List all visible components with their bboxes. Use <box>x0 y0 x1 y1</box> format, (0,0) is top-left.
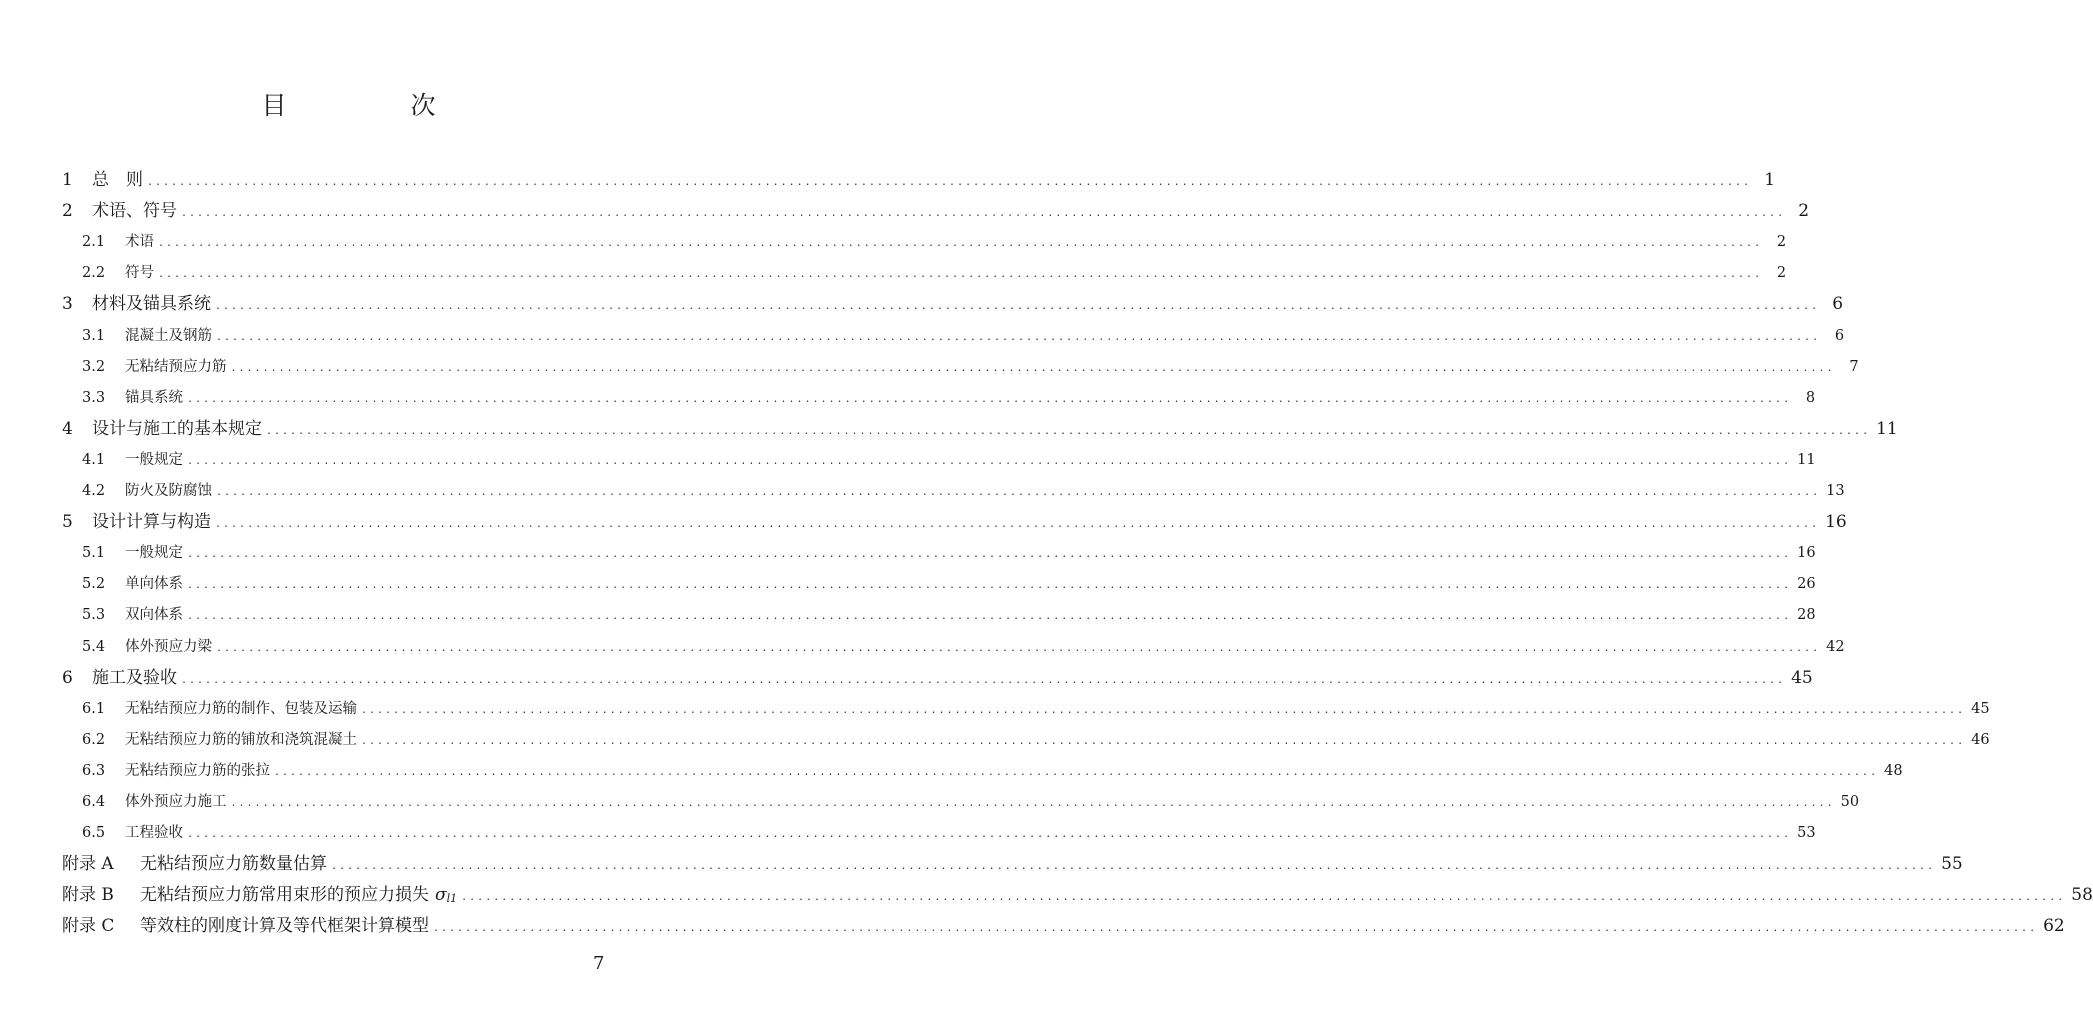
section-entry[interactable] <box>82 632 1845 663</box>
entry-number: 4.2 <box>82 483 106 499</box>
entry-title-text: 材料及锚具系统 <box>92 294 211 315</box>
dot-leader: ........................................................................................................................................................................................................ <box>181 674 1786 686</box>
entry-title-text: 单向体系 <box>125 576 183 593</box>
chapter-entry[interactable] <box>62 414 1898 445</box>
entry-number: 6 <box>62 667 73 688</box>
entry-title <box>125 787 231 818</box>
section-entry[interactable] <box>82 600 1816 631</box>
section-entry[interactable] <box>82 694 1990 725</box>
dot-leader: ........................................................................................................................................................................................................ <box>187 611 1792 623</box>
entry-title <box>125 756 274 787</box>
dot-leader: ........................................................................................................................................................................................................ <box>216 487 1821 498</box>
entry-title <box>125 538 187 569</box>
entry-title <box>140 880 461 914</box>
entry-number: 4 <box>62 418 73 439</box>
entry-page-number: 26 <box>1797 576 1816 593</box>
appendix-entry[interactable] <box>62 911 2065 942</box>
entry-page-number: 6 <box>1834 327 1845 344</box>
entry-title <box>125 321 216 352</box>
entry-title <box>125 632 216 663</box>
section-entry[interactable] <box>82 818 1816 849</box>
entry-page-number: 58 <box>2071 885 2093 906</box>
dot-leader: ........................................................................................................................................................................................................ <box>274 766 1879 778</box>
entry-number: 附录 C <box>62 916 115 937</box>
entry-page-number: 48 <box>1884 762 1903 779</box>
entry-page-number: 7 <box>1849 358 1859 375</box>
entry-title-text: 体外预应力梁 <box>125 638 212 655</box>
entry-page-number: 6 <box>1832 294 1844 315</box>
entry-page-number: 1 <box>1764 170 1776 190</box>
chapter-entry[interactable] <box>62 663 1813 694</box>
entry-title-text: 符号 <box>125 265 154 282</box>
entry-title-text: 无粘结预应力筋常用束形的预应力损失 <box>140 885 429 906</box>
entry-title <box>125 600 187 631</box>
dot-leader: ........................................................................................................................................................................................................ <box>461 892 2066 904</box>
entry-title-text: 设计计算与构造 <box>92 512 211 533</box>
entry-title <box>125 725 361 756</box>
entry-number: 3.1 <box>82 327 106 344</box>
entry-title-text: 等效柱的刚度计算及等代框架计算模型 <box>140 916 429 937</box>
entry-title-text: 一般规定 <box>125 545 183 562</box>
chapter-entry[interactable] <box>62 507 1847 538</box>
dot-leader: ........................................................................................................................................................................................................ <box>361 735 1966 747</box>
dot-leader: ........................................................................................................................................................................................................ <box>216 331 1821 343</box>
entry-title-text: 无粘结预应力筋的制作、包装及运输 <box>125 700 357 717</box>
entry-page-number: 45 <box>1791 667 1813 688</box>
dot-leader: ........................................................................................................................................................................................................ <box>187 549 1792 561</box>
dot-leader: ........................................................................................................................................................................................................ <box>215 519 1820 531</box>
entry-title-text: 术语 <box>125 234 154 251</box>
entry-number: 5.1 <box>82 545 106 562</box>
entry-page-number: 53 <box>1797 825 1816 842</box>
entry-number: 6.2 <box>82 731 106 748</box>
entry-page-number: 55 <box>1941 854 1963 875</box>
entry-title <box>92 165 147 196</box>
dot-leader: ........................................................................................................................................................................................................ <box>187 829 1792 841</box>
page-title: 目 次 <box>261 91 494 120</box>
dot-leader: ........................................................................................................................................................................................................ <box>266 425 1871 437</box>
entry-number: 附录 B <box>62 885 114 906</box>
entry-number: 3 <box>62 294 73 315</box>
entry-title <box>125 258 158 289</box>
dot-leader: ........................................................................................................................................................................................................ <box>181 208 1786 220</box>
dot-leader: ........................................................................................................................................................................................................ <box>158 269 1763 281</box>
entry-number: 3.3 <box>82 389 106 406</box>
section-entry[interactable] <box>82 538 1816 569</box>
entry-title-text: 无粘结预应力筋的张拉 <box>125 762 270 779</box>
entry-number: 附录 A <box>62 854 114 875</box>
entry-number: 4.1 <box>82 451 106 468</box>
entry-title <box>125 383 187 414</box>
entry-title-text: 无粘结预应力筋的铺放和浇筑混凝土 <box>125 731 357 748</box>
entry-title <box>125 476 216 507</box>
entry-title-text: 防火及防腐蚀 <box>125 483 212 499</box>
dot-leader: ........................................................................................................................................................................................................ <box>158 238 1763 250</box>
section-entry[interactable] <box>82 227 1787 258</box>
entry-number: 6.3 <box>82 762 106 779</box>
appendix-entry[interactable] <box>62 849 1963 880</box>
entry-title <box>125 352 231 383</box>
page-number: 7 <box>593 953 605 974</box>
section-entry[interactable] <box>82 569 1816 600</box>
entry-page-number: 16 <box>1825 512 1847 533</box>
entry-title <box>125 569 187 600</box>
dot-leader: ........................................................................................................................................................................................................ <box>230 362 1835 374</box>
entry-number: 2.1 <box>82 234 106 251</box>
section-entry[interactable] <box>82 258 1787 289</box>
section-entry[interactable] <box>82 383 1816 414</box>
entry-title <box>92 414 266 445</box>
entry-page-number: 42 <box>1826 638 1845 655</box>
entry-title <box>125 227 158 258</box>
section-entry[interactable] <box>82 352 1859 383</box>
entry-page-number: 11 <box>1797 451 1816 468</box>
dot-leader: ........................................................................................................................................................................................................ <box>215 301 1820 313</box>
section-entry[interactable] <box>82 476 1845 507</box>
entry-title-text: 体外预应力施工 <box>125 794 227 810</box>
appendix-entry[interactable] <box>62 880 2093 911</box>
entry-title <box>92 196 181 227</box>
entry-title-text: 无粘结预应力筋 <box>125 358 227 375</box>
dot-leader: ........................................................................................................................................................................................................ <box>331 861 1936 873</box>
entry-number: 5.3 <box>82 607 106 624</box>
entry-page-number: 45 <box>1971 700 1990 717</box>
entry-title-text: 双向体系 <box>125 607 183 624</box>
entry-symbol-subscript: l1 <box>446 892 458 906</box>
entry-page-number: 50 <box>1840 794 1860 810</box>
entry-page-number: 8 <box>1805 389 1816 406</box>
entry-page-number: 28 <box>1797 607 1816 624</box>
dot-leader: ........................................................................................................................................................................................................ <box>187 393 1792 405</box>
entry-page-number: 11 <box>1876 418 1898 439</box>
entry-title <box>125 445 187 476</box>
dot-leader: ........................................................................................................................................................................................................ <box>187 580 1792 592</box>
entry-page-number: 2 <box>1776 265 1787 282</box>
section-entry[interactable] <box>82 787 1860 818</box>
section-entry[interactable] <box>82 725 1990 756</box>
entry-number: 6.5 <box>82 825 106 842</box>
dot-leader: ........................................................................................................................................................................................................ <box>433 923 2038 935</box>
entry-title <box>125 694 361 725</box>
dot-leader: ........................................................................................................................................................................................................ <box>187 455 1792 467</box>
entry-page-number: 13 <box>1826 483 1845 499</box>
entry-title-text: 锚具系统 <box>125 389 183 406</box>
dot-leader: ........................................................................................................................................................................................................ <box>230 798 1835 809</box>
entry-title <box>140 849 331 880</box>
section-entry[interactable] <box>82 321 1845 352</box>
entry-title-text: 术语、符号 <box>92 201 177 222</box>
entry-number: 2.2 <box>82 265 106 282</box>
entry-title <box>92 663 181 694</box>
chapter-entry[interactable] <box>62 196 1810 227</box>
entry-title-text: 工程验收 <box>125 825 183 842</box>
entry-title-text: 总 则 <box>92 170 143 190</box>
entry-title-text: 无粘结预应力筋数量估算 <box>140 854 327 875</box>
dot-leader: ........................................................................................................................................................................................................ <box>361 704 1966 716</box>
entry-title-text: 一般规定 <box>125 451 183 468</box>
entry-number: 5.4 <box>82 638 106 655</box>
entry-title-text: 施工及验收 <box>92 667 177 688</box>
entry-number: 5.2 <box>82 576 106 593</box>
chapter-entry[interactable] <box>62 289 1844 320</box>
entry-page-number: 62 <box>2043 916 2065 937</box>
entry-title <box>92 507 215 538</box>
entry-title-text: 设计与施工的基本规定 <box>92 418 262 439</box>
entry-title <box>125 818 187 849</box>
entry-page-number: 46 <box>1971 731 1990 748</box>
entry-title <box>140 911 433 942</box>
entry-page-number: 2 <box>1798 201 1810 222</box>
entry-number: 1 <box>62 170 73 190</box>
entry-number: 6.1 <box>82 700 106 717</box>
section-entry[interactable] <box>82 445 1816 476</box>
entry-number: 2 <box>62 201 73 222</box>
entry-page-number: 2 <box>1776 234 1787 251</box>
entry-symbol: σ <box>435 885 447 906</box>
entry-title-text: 混凝土及钢筋 <box>125 327 212 344</box>
entry-number: 6.4 <box>82 794 106 810</box>
chapter-entry[interactable] <box>62 165 1776 196</box>
entry-number: 5 <box>62 512 73 533</box>
entry-title <box>92 289 215 320</box>
entry-page-number: 16 <box>1797 545 1816 562</box>
dot-leader: ........................................................................................................................................................................................................ <box>147 177 1752 188</box>
dot-leader: ........................................................................................................................................................................................................ <box>216 642 1821 654</box>
entry-number: 3.2 <box>82 358 106 375</box>
section-entry[interactable] <box>82 756 1903 787</box>
